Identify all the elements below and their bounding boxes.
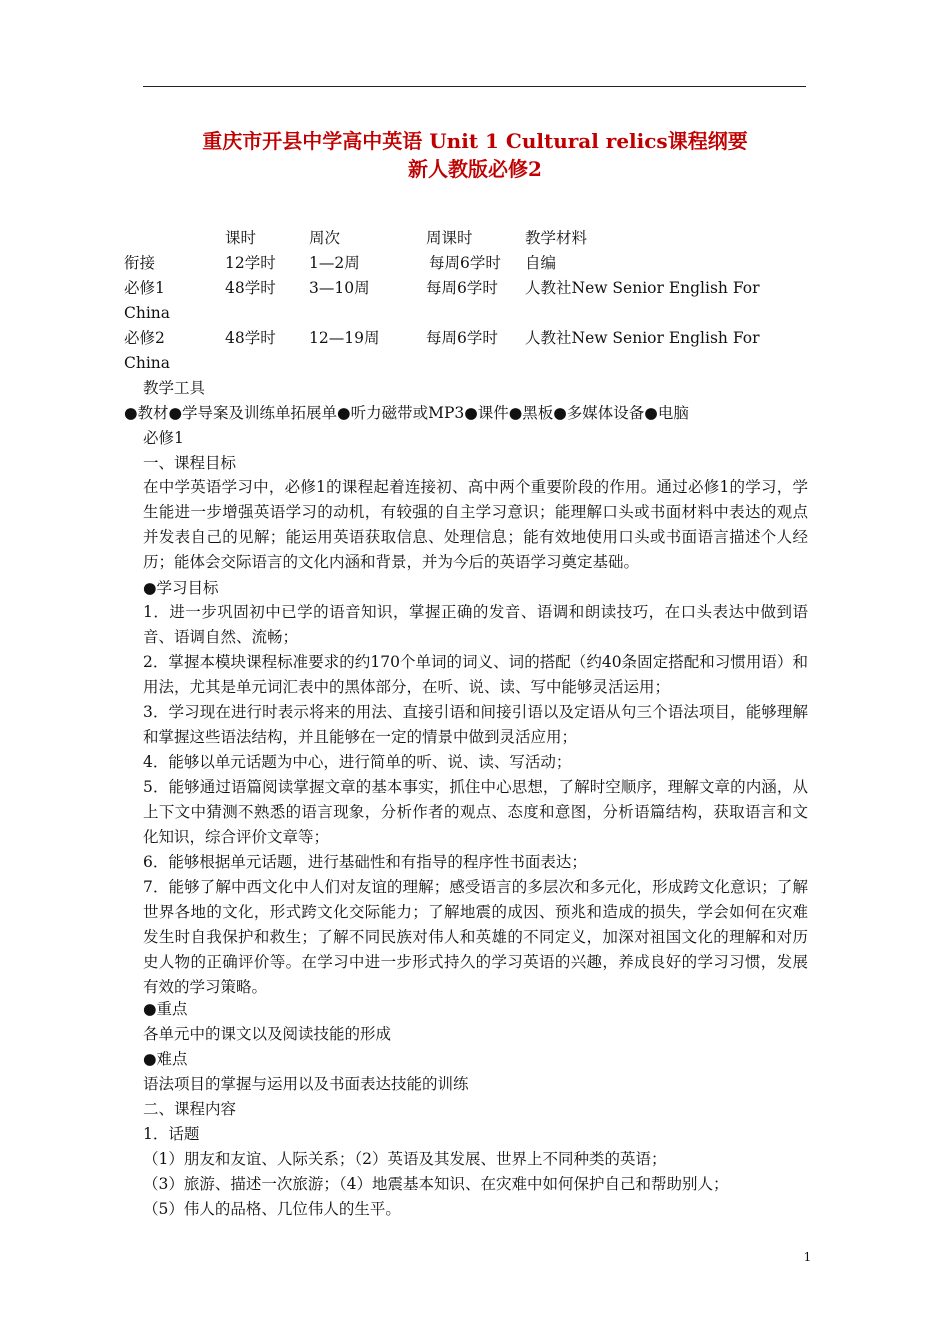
learning-goal-item: 5．能够通过语篇阅读掌握文章的基本事实，抓住中心思想，了解时空顺序，理解文章的内涵，从上下文中猜测不熟悉的语言现象，分析作者的观点、态度和意图，分析语篇结构，获取语言和文化知识，综合评价文章等； bbox=[143, 778, 808, 846]
table-row-hours: 48学时 bbox=[225, 329, 276, 347]
learning-goal-item: 1．进一步巩固初中已学的语音知识，掌握正确的发音、语调和朗读技巧，在口头表达中做到语音、语调自然、流畅； bbox=[143, 603, 808, 646]
learning-goal-item: 6．能够根据单元话题，进行基础性和有指导的程序性书面表达； bbox=[143, 853, 587, 871]
col-header-material: 教学材料 bbox=[525, 229, 588, 247]
learning-goal-item: 4．能够以单元话题为中心，进行简单的听、说、读、写活动； bbox=[143, 753, 572, 771]
table-row-material: 自编 bbox=[525, 254, 557, 272]
col-header-weeks: 周次 bbox=[309, 229, 341, 247]
table-row-weeks: 1—2周 bbox=[309, 254, 360, 272]
key-points-text: 各单元中的课文以及阅读技能的形成 bbox=[143, 1025, 392, 1043]
learning-goal-item: 3．学习现在进行时表示将来的用法、直接引语和间接引语以及定语从句三个语法项目，能够理解和掌握这些语法结构，并且能够在一定的情景中做到灵活应用； bbox=[143, 703, 808, 746]
document-title: 重庆市开县中学高中英语 Unit 1 Cultural relics课程纲要 bbox=[202, 129, 748, 153]
table-row-material-wrap: China bbox=[124, 304, 171, 322]
table-row-name: 必修1 bbox=[124, 279, 165, 297]
table-row-per-week: 每周6学时 bbox=[429, 254, 501, 272]
difficult-points-text: 语法项目的掌握与运用以及书面表达技能的训练 bbox=[143, 1075, 469, 1093]
header-rule bbox=[143, 86, 806, 87]
document-subtitle: 新人教版必修2 bbox=[408, 157, 542, 181]
goals-heading: 一、课程目标 bbox=[143, 454, 237, 472]
table-row-hours: 12学时 bbox=[225, 254, 276, 272]
difficult-points-heading: ●难点 bbox=[143, 1050, 188, 1068]
table-row-hours: 48学时 bbox=[225, 279, 276, 297]
table-row-material: 人教社New Senior English For bbox=[525, 279, 760, 297]
tools-list: ●教材●学导案及训练单拓展单●听力磁带或MP3●课件●黑板●多媒体设备●电脑 bbox=[124, 404, 689, 422]
goals-paragraph: 在中学英语学习中，必修1的课程起着连接初、高中两个重要阶段的作用。通过必修1的学习，学生能进一步增强英语学习的动机，有较强的自主学习意识；能理解口头或书面材料中表达的观点并发表自己的见解；能运用英语获取信息、处理信息；能有效地使用口头或书面语言描述个人经历；能体会交际语言的文化内涵和背景，并为今后的英语学习奠定基础。 bbox=[143, 478, 808, 571]
content-heading: 二、课程内容 bbox=[143, 1100, 237, 1118]
col-header-hours: 课时 bbox=[225, 229, 257, 247]
table-row-weeks: 12—19周 bbox=[309, 329, 380, 347]
col-header-per-week: 周课时 bbox=[426, 229, 473, 247]
tools-heading: 教学工具 bbox=[143, 379, 206, 397]
topics-heading: 1．话题 bbox=[143, 1125, 200, 1143]
topic-line: （5）伟人的品格、几位伟人的生平。 bbox=[143, 1200, 401, 1218]
key-points-heading: ●重点 bbox=[143, 1000, 188, 1018]
table-row-name: 必修2 bbox=[124, 329, 165, 347]
page-number: 1 bbox=[803, 1250, 812, 1264]
learning-goal-item: 2．掌握本模块课程标准要求的约170个单词的词义、词的搭配（约40条固定搭配和习惯用语）和用法，尤其是单元词汇表中的黑体部分，在听、说、读、写中能够灵活运用； bbox=[143, 653, 808, 696]
module-heading: 必修1 bbox=[143, 429, 184, 447]
table-row-per-week: 每周6学时 bbox=[426, 329, 498, 347]
table-row-per-week: 每周6学时 bbox=[426, 279, 498, 297]
table-row-weeks: 3—10周 bbox=[309, 279, 370, 297]
topic-line: （3）旅游、描述一次旅游；（4）地震基本知识、在灾难中如何保护自己和帮助别人； bbox=[143, 1175, 729, 1193]
learning-goals-heading: ●学习目标 bbox=[143, 579, 219, 597]
table-row-material-wrap: China bbox=[124, 354, 171, 372]
table-row-material: 人教社New Senior English For bbox=[525, 329, 760, 347]
topic-line: （1）朋友和友谊、人际关系；（2）英语及其发展、世界上不同种类的英语； bbox=[143, 1150, 667, 1168]
learning-goal-item: 7．能够了解中西文化中人们对友谊的理解；感受语言的多层次和多元化，形成跨文化意识；了解世界各地的文化，形式跨文化交际能力；了解地震的成因、预兆和造成的损失，学会如何在灾难发生时自我保护和救生；了解不同民族对伟人和英雄的不同定义，加深对祖国文化的理解和对历史人物的正确评价等。在学习中进一步形式持久的学习英语的兴趣，养成良好的学习习惯，发展有效的学习策略。 bbox=[143, 878, 808, 996]
table-row-name: 衔接 bbox=[124, 254, 156, 272]
